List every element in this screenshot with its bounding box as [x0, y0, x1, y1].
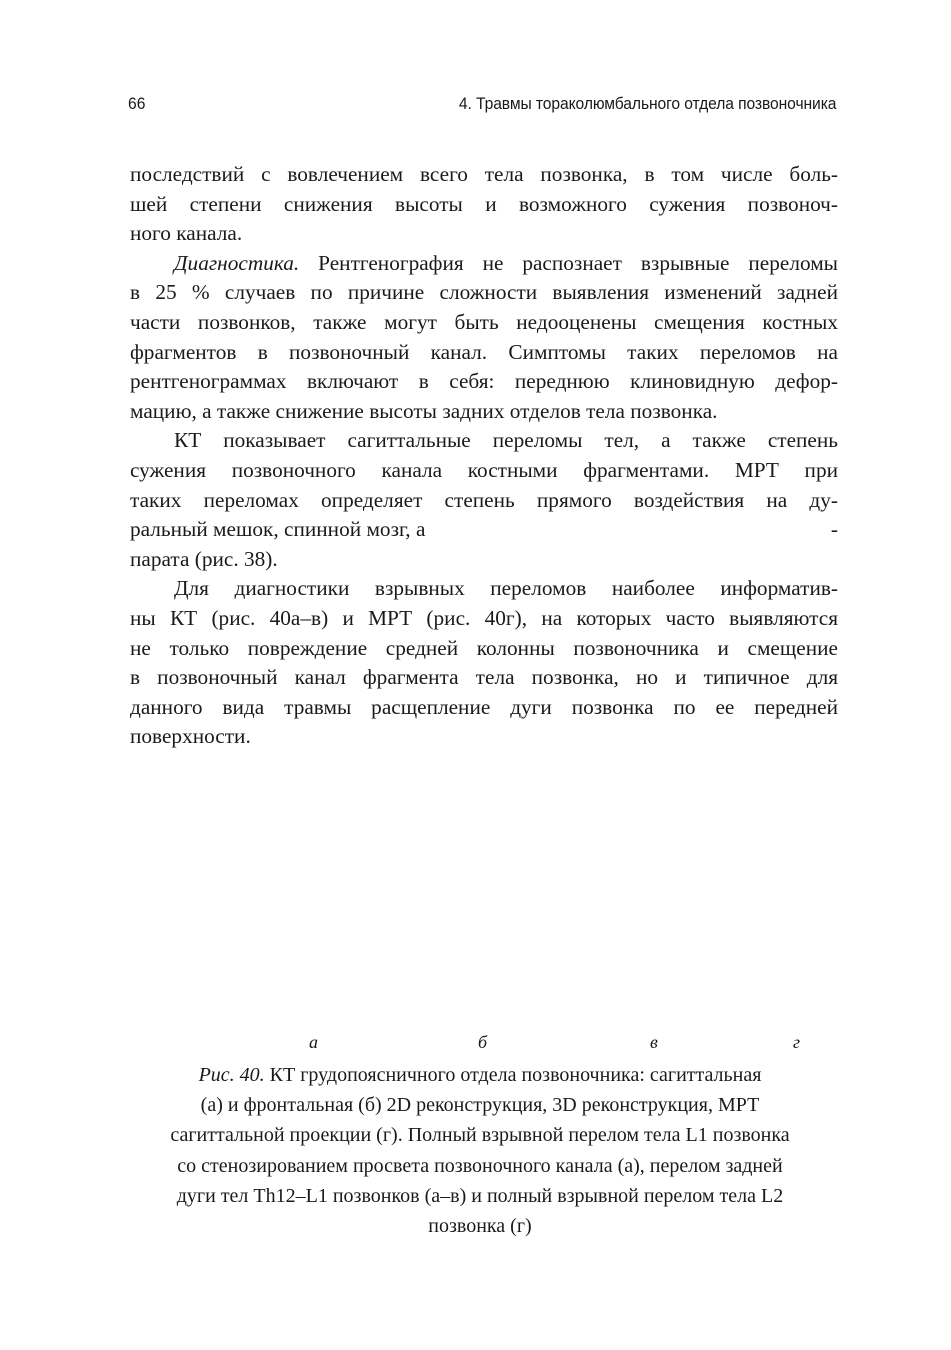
chapter-title: 4. Травмы тораколюмбального отдела позвоночника	[458, 94, 837, 113]
text-line: Для диагностики взрывных переломов наиболее информатив-	[174, 576, 838, 601]
figure-caption	[120, 1060, 840, 1241]
text-line: КТ показывает сагиттальные переломы тел, а также степень	[174, 428, 838, 453]
caption-line: со стенозированием просвета позвоночного канала (а), перелом задней	[177, 1154, 783, 1177]
text-line: рентгенограммах включают в себя: переднюю клиновидную дефор-	[130, 369, 838, 394]
text-line: таких переломах определяет степень прямого воздействия на ду-	[130, 487, 838, 512]
text-line: не только повреждение средней колонны позвоночника и смещение	[130, 635, 838, 660]
paragraph	[130, 160, 838, 249]
text-line: последствий с вовлечением всего тела позвонка, в том числе боль-	[130, 162, 838, 186]
panel-letter-g: г	[793, 1032, 801, 1052]
text-line: части позвонков, также могут быть недооценены смещения костных	[130, 309, 838, 334]
text-line: Диагностика. Рентгенография не распознает взрывные переломы	[174, 250, 838, 275]
text-line: ральный мешок, спинной мозг, а -	[130, 517, 838, 542]
panel-letter-v: в	[650, 1032, 658, 1052]
paragraph	[130, 574, 838, 752]
text-line: шей степени снижения высоты и возможного сужения позвоноч-	[130, 191, 838, 216]
paragraph	[130, 249, 838, 427]
text-line: данного вида травмы расщепление дуги позвонка по ее передней	[130, 694, 838, 719]
panel-letter-a: а	[309, 1032, 318, 1052]
caption-line: позвонка (г)	[428, 1215, 532, 1238]
text-line: фрагментов в позвоночный канал. Симптомы таких переломов на	[130, 339, 838, 364]
caption-line: (а) и фронтальная (б) 2D реконструкция, 3D реконструкция, МРТ	[200, 1094, 760, 1117]
figure-label: Рис. 40.	[198, 1064, 265, 1086]
panel-letter-b: б	[478, 1032, 488, 1052]
text-line: ны КТ (рис. 40а–в) и МРТ (рис. 40г), на которых часто выявляются	[130, 605, 838, 630]
running-head	[128, 94, 836, 118]
text-line: сужения позвоночного канала костными фрагментами. МРТ при	[130, 457, 838, 482]
caption-line: Рис. 40. КТ грудопоясничного отдела позвоночника: сагиттальная	[198, 1064, 762, 1086]
caption-line: сагиттальной проекции (г). Полный взрывной перелом тела L1 позвонка	[170, 1124, 790, 1147]
text-line: поверхности.	[130, 724, 251, 749]
page-number: 66	[128, 94, 146, 113]
text-line: парата (рис. 38).	[130, 546, 278, 571]
text-line: в позвоночный канал фрагмента тела позвонка, но и типичное для	[130, 665, 838, 690]
figure-panel-letters	[0, 1032, 951, 1056]
text-line: мацию, а также снижение высоты задних отделов тела позвонка.	[130, 398, 718, 423]
text-line: ного канала.	[130, 221, 243, 246]
caption-line: дуги тел Th12–L1 позвонков (а–в) и полный взрывной перелом тела L2	[176, 1184, 784, 1207]
section-label: Диагностика.	[174, 250, 300, 275]
paragraph	[130, 426, 838, 574]
text-line: в 25 % случаев по причине сложности выявления изменений задней	[130, 280, 838, 305]
body-text	[130, 160, 838, 752]
